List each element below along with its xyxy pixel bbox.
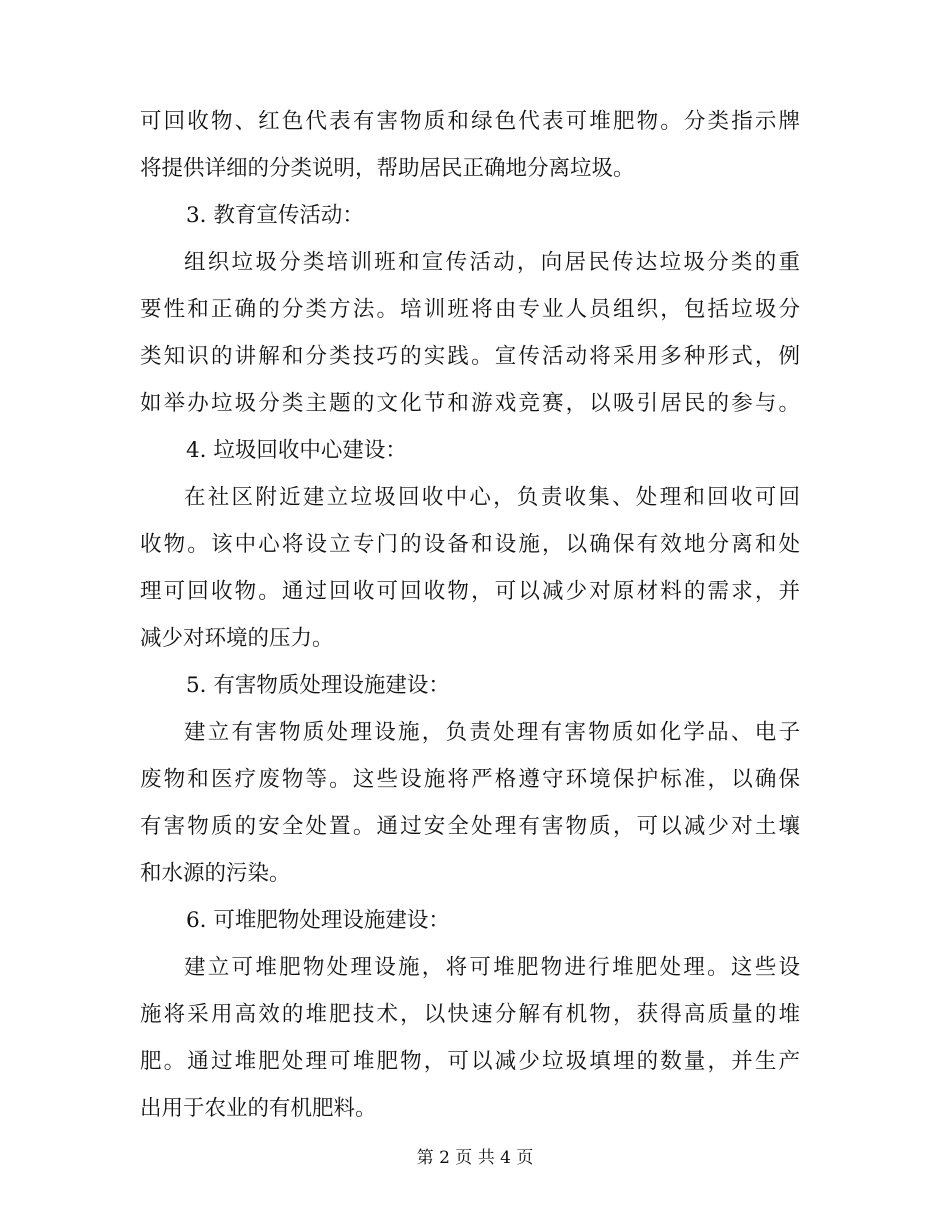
body-line: 建立可堆肥物处理设施，将可堆肥物进行堆肥处理。这些设: [184, 955, 800, 980]
body-line: 肥。通过堆肥处理可堆肥物，可以减少垃圾填埋的数量，并生产: [140, 1049, 800, 1074]
section-heading: 6. 可堆肥物处理设施建设：: [186, 908, 450, 933]
section-heading: 5. 有害物质处理设施建设：: [186, 673, 450, 698]
body-line: 减少对环境的压力。: [140, 626, 334, 651]
page-number-footer: 第 2 页 共 4 页: [416, 1148, 534, 1168]
body-line: 建立有害物质处理设施，负责处理有害物质如化学品、电子: [184, 720, 800, 745]
body-line: 有害物质的安全处置。通过安全处理有害物质，可以减少对土壤: [140, 814, 800, 839]
body-line: 理可回收物。通过回收可回收物，可以减少对原材料的需求，并: [140, 579, 800, 604]
body-line: 和水源的污染。: [140, 861, 291, 886]
body-line: 在社区附近建立垃圾回收中心，负责收集、处理和回收可回: [184, 485, 800, 510]
body-line: 施将采用高效的堆肥技术，以快速分解有机物，获得高质量的堆: [140, 1002, 800, 1027]
body-line: 出用于农业的有机肥料。: [140, 1096, 377, 1121]
body-line: 废物和医疗废物等。这些设施将严格遵守环境保护标准，以确保: [140, 767, 800, 792]
body-line: 如举办垃圾分类主题的文化节和游戏竞赛，以吸引居民的参与。: [140, 391, 800, 416]
body-line: 类知识的讲解和分类技巧的实践。宣传活动将采用多种形式，例: [140, 344, 800, 369]
body-line: 要性和正确的分类方法。培训班将由专业人员组织，包括垃圾分: [140, 297, 800, 322]
section-heading: 3. 教育宣传活动：: [186, 203, 364, 228]
body-line: 组织垃圾分类培训班和宣传活动，向居民传达垃圾分类的重: [184, 250, 800, 275]
body-line: 收物。该中心将设立专门的设备和设施，以确保有效地分离和处: [140, 532, 800, 557]
document-body: [140, 98, 800, 1132]
section-heading: 4. 垃圾回收中心建设：: [186, 438, 407, 463]
body-line: 可回收物、红色代表有害物质和绿色代表可堆肥物。分类指示牌: [140, 109, 800, 134]
body-line: 将提供详细的分类说明，帮助居民正确地分离垃圾。: [140, 156, 635, 181]
